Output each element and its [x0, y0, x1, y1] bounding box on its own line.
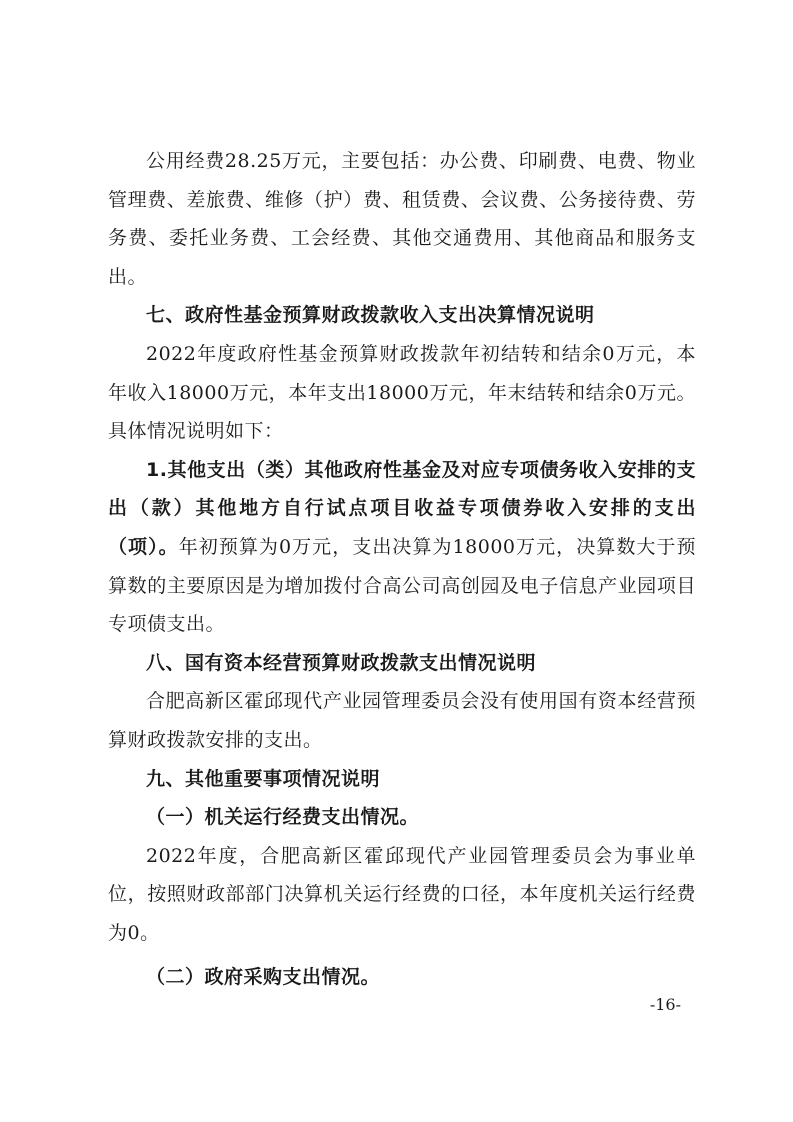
- paragraph-public-funds: 公用经费28.25万元，主要包括：办公费、印刷费、电费、物业管理费、差旅费、维修（护）费、租赁费、会议费、公务接待费、劳务费、委托业务费、工会经费、其他交通费用、其他商品和服务支出。: [108, 150, 696, 288]
- paragraph-operating-funds: 2022年度，合肥高新区霍邱现代产业园管理委员会为事业单位，按照财政部部门决算机关运行经费的口径，本年度机关运行经费为0。: [108, 844, 696, 944]
- paragraph-other-expenditure: [108, 451, 696, 644]
- paragraph-state-capital: 合肥高新区霍邱现代产业园管理委员会没有使用国有资本经营预算财政拨款安排的支出。: [108, 690, 696, 751]
- section-heading-8: 八、国有资本经营预算财政拨款支出情况说明: [146, 651, 537, 674]
- section-heading-9: 九、其他重要事项情况说明: [146, 767, 381, 790]
- section-heading-7: 七、政府性基金预算财政拨款收入支出决算情况说明: [146, 304, 595, 327]
- document-body: [108, 142, 696, 997]
- expenditure-item-title: 1.其他支出（类）其他政府性基金及对应专项债务收入安排的支出（款）其他地方自行试点项目收益专项债券收入安排的支出（项）。: [108, 458, 696, 558]
- paragraph-gov-fund-summary: 2022年度政府性基金预算财政拨款年初结转和结余0万元，本年收入18000万元，本年支出18000万元，年末结转和结余0万元。具体情况说明如下：: [108, 342, 696, 443]
- expenditure-item-detail: 年初预算为0万元，支出决算为18000万元，决算数大于预算数的主要原因是为增加拨付合高公司高创园及电子信息产业园项目专项债支出。: [108, 535, 696, 636]
- subsection-heading-9-1: （一）机关运行经费支出情况。: [146, 806, 420, 829]
- subsection-heading-9-2: （二）政府采购支出情况。: [146, 966, 381, 989]
- page-number: -16-: [649, 995, 681, 1014]
